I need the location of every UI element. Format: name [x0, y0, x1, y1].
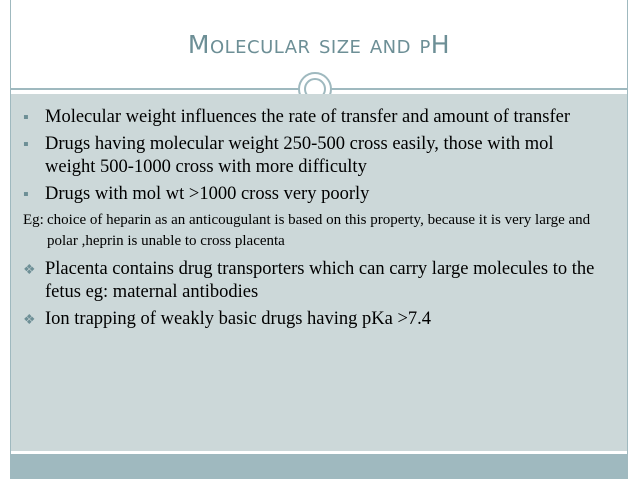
diamond-item: [23, 258, 605, 304]
example-lead: Eg:: [23, 212, 44, 228]
bullet-text: Drugs with mol wt >1000 cross very poorly: [45, 184, 370, 204]
content-area: [11, 94, 627, 451]
square-bullet-icon: ▪: [23, 136, 29, 153]
square-bullet-icon: ▪: [23, 109, 29, 126]
bullet-text: Drugs having molecular weight 250-500 cross easily, those with mol weight 500-1000 cross with more difficulty: [45, 134, 554, 177]
bullet-item: [23, 106, 605, 129]
square-bullet-icon: ▪: [23, 186, 29, 203]
footer-band: [11, 454, 627, 479]
diamond-bullet-icon: ❖: [23, 263, 36, 278]
slide-title: Molecular size and pH: [187, 30, 451, 59]
diamond-item: [23, 308, 605, 331]
diamond-bullet-icon: ❖: [23, 313, 36, 328]
example-text: choice of heparin as an anticougulant is based on this property, because it is very large and polar ,heprin is unable to cross placenta: [47, 212, 591, 249]
bullet-text: Molecular weight influences the rate of transfer and amount of transfer: [45, 107, 570, 127]
diamond-text: Ion trapping of weakly basic drugs having pKa >7.4: [45, 309, 431, 329]
example-item: [23, 210, 605, 252]
diamond-text: Placenta contains drug transporters which can carry large molecules to the fetus eg: maternal antibodies: [45, 259, 595, 302]
bullet-item: [23, 183, 605, 206]
bullet-item: [23, 133, 605, 179]
